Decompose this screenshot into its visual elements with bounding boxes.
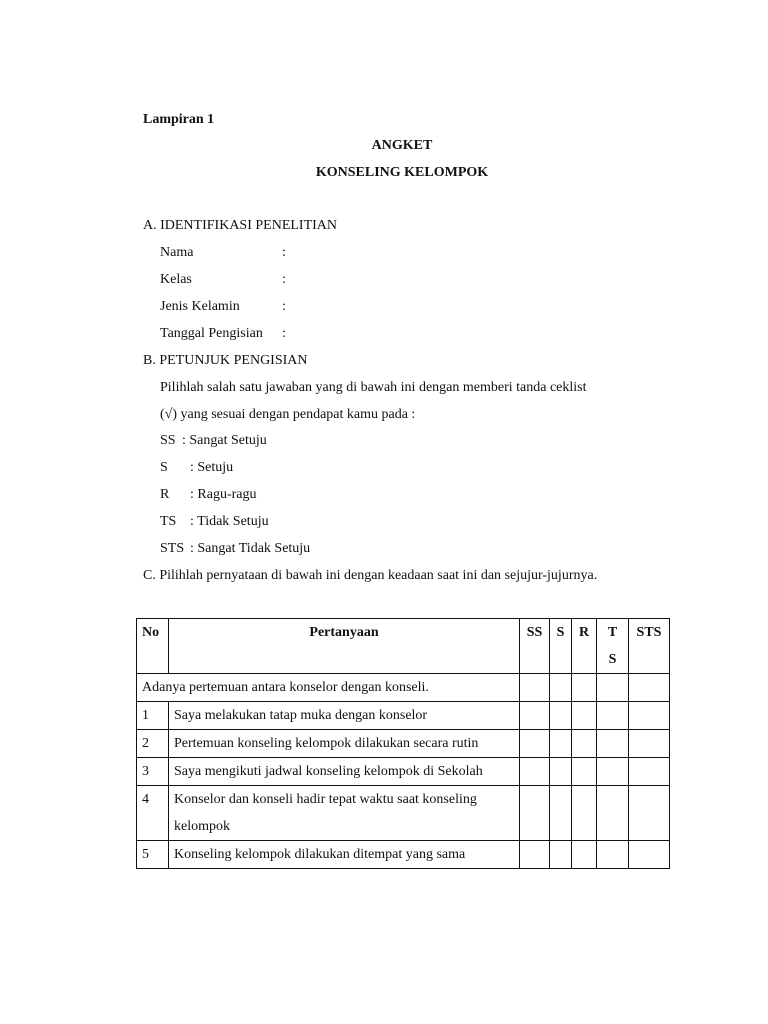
answer-cell-sts[interactable] xyxy=(629,841,670,869)
section-b-heading: B. PETUNJUK PENGISIAN xyxy=(143,353,308,368)
row-question: Pertemuan konseling kelompok dilakukan secara rutin xyxy=(169,730,520,758)
answer-cell-s[interactable] xyxy=(550,758,572,786)
header-r: R xyxy=(572,619,597,674)
row-number: 2 xyxy=(137,730,169,758)
legend-desc: : Ragu-ragu xyxy=(190,487,257,502)
header-s: S xyxy=(550,619,572,674)
answer-cell-r[interactable] xyxy=(572,730,597,758)
legend-code: SS xyxy=(160,433,176,448)
legend-desc: : Setuju xyxy=(190,460,234,475)
field-separator: : xyxy=(282,245,286,260)
field-separator: : xyxy=(282,326,286,341)
legend-code: S xyxy=(160,460,168,475)
legend-desc: : Tidak Setuju xyxy=(190,514,269,529)
field-label: Tanggal Pengisian xyxy=(160,326,263,341)
header-question: Pertanyaan xyxy=(169,619,520,674)
answer-cell-ts[interactable] xyxy=(597,758,629,786)
header-ts-line-1: T xyxy=(607,625,618,640)
field-label: Jenis Kelamin xyxy=(160,299,240,314)
field-label: Nama xyxy=(160,245,194,260)
table-row xyxy=(137,758,670,786)
table-row xyxy=(137,730,670,758)
row-question: Saya melakukan tatap muka dengan konselor xyxy=(169,702,520,730)
answer-cell-sts[interactable] xyxy=(629,730,670,758)
answer-cell-s[interactable] xyxy=(550,674,572,702)
answer-cell-ss[interactable] xyxy=(520,786,550,841)
row-question: Konseling kelompok dilakukan ditempat yang sama xyxy=(169,841,520,869)
table-row xyxy=(137,786,670,841)
answer-cell-ss[interactable] xyxy=(520,702,550,730)
header-sts: STS xyxy=(629,619,670,674)
answer-cell-ts[interactable] xyxy=(597,702,629,730)
answer-cell-r[interactable] xyxy=(572,758,597,786)
field-separator: : xyxy=(282,299,286,314)
answer-cell-r[interactable] xyxy=(572,841,597,869)
row-question: Saya mengikuti jadwal konseling kelompok di Sekolah xyxy=(169,758,520,786)
questionnaire-table xyxy=(136,618,670,869)
answer-cell-r[interactable] xyxy=(572,674,597,702)
document-subtitle: KONSELING KELOMPOK xyxy=(315,165,489,180)
table-row xyxy=(137,702,670,730)
row-question-line-2: kelompok xyxy=(174,819,230,834)
group-title: Adanya pertemuan antara konselor dengan konseli. xyxy=(137,674,520,702)
answer-cell-sts[interactable] xyxy=(629,786,670,841)
instruction-line-1: Pilihlah salah satu jawaban yang di bawah ini dengan memberi tanda ceklist xyxy=(160,380,587,395)
table-header-row xyxy=(137,619,670,674)
row-question xyxy=(169,786,520,841)
answer-cell-r[interactable] xyxy=(572,702,597,730)
section-a-heading: A. IDENTIFIKASI PENELITIAN xyxy=(143,218,338,233)
answer-cell-s[interactable] xyxy=(550,786,572,841)
header-ss: SS xyxy=(520,619,550,674)
row-number: 4 xyxy=(137,786,169,841)
document-title: ANGKET xyxy=(371,138,433,153)
legend-code: R xyxy=(160,487,170,502)
header-ts-line-2: S xyxy=(608,652,617,667)
answer-cell-ts[interactable] xyxy=(597,674,629,702)
answer-cell-ts[interactable] xyxy=(597,841,629,869)
answer-cell-sts[interactable] xyxy=(629,758,670,786)
attachment-label: Lampiran 1 xyxy=(143,112,215,127)
legend-code: TS xyxy=(160,514,177,529)
row-question-line-1: Konselor dan konseli hadir tepat waktu saat konseling xyxy=(174,792,477,807)
answer-cell-ts[interactable] xyxy=(597,730,629,758)
header-ts xyxy=(597,619,629,674)
header-no: No xyxy=(137,619,169,674)
answer-cell-s[interactable] xyxy=(550,730,572,758)
row-number: 1 xyxy=(137,702,169,730)
answer-cell-sts[interactable] xyxy=(629,674,670,702)
row-number: 5 xyxy=(137,841,169,869)
row-number: 3 xyxy=(137,758,169,786)
answer-cell-r[interactable] xyxy=(572,786,597,841)
answer-cell-ss[interactable] xyxy=(520,841,550,869)
legend-desc: : Sangat Tidak Setuju xyxy=(190,541,311,556)
field-label: Kelas xyxy=(160,272,192,287)
field-separator: : xyxy=(282,272,286,287)
answer-cell-ts[interactable] xyxy=(597,786,629,841)
answer-cell-s[interactable] xyxy=(550,841,572,869)
answer-cell-ss[interactable] xyxy=(520,674,550,702)
answer-cell-ss[interactable] xyxy=(520,730,550,758)
table-group-row xyxy=(137,674,670,702)
section-c-heading: C. Pilihlah pernyataan di bawah ini dengan keadaan saat ini dan sejujur-jujurnya. xyxy=(143,568,598,583)
instruction-line-2: (√) yang sesuai dengan pendapat kamu pada : xyxy=(160,407,416,422)
answer-cell-s[interactable] xyxy=(550,702,572,730)
answer-cell-sts[interactable] xyxy=(629,702,670,730)
answer-cell-ss[interactable] xyxy=(520,758,550,786)
legend-code: STS xyxy=(160,541,185,556)
table-row xyxy=(137,841,670,869)
legend-desc: : Sangat Setuju xyxy=(182,433,267,448)
